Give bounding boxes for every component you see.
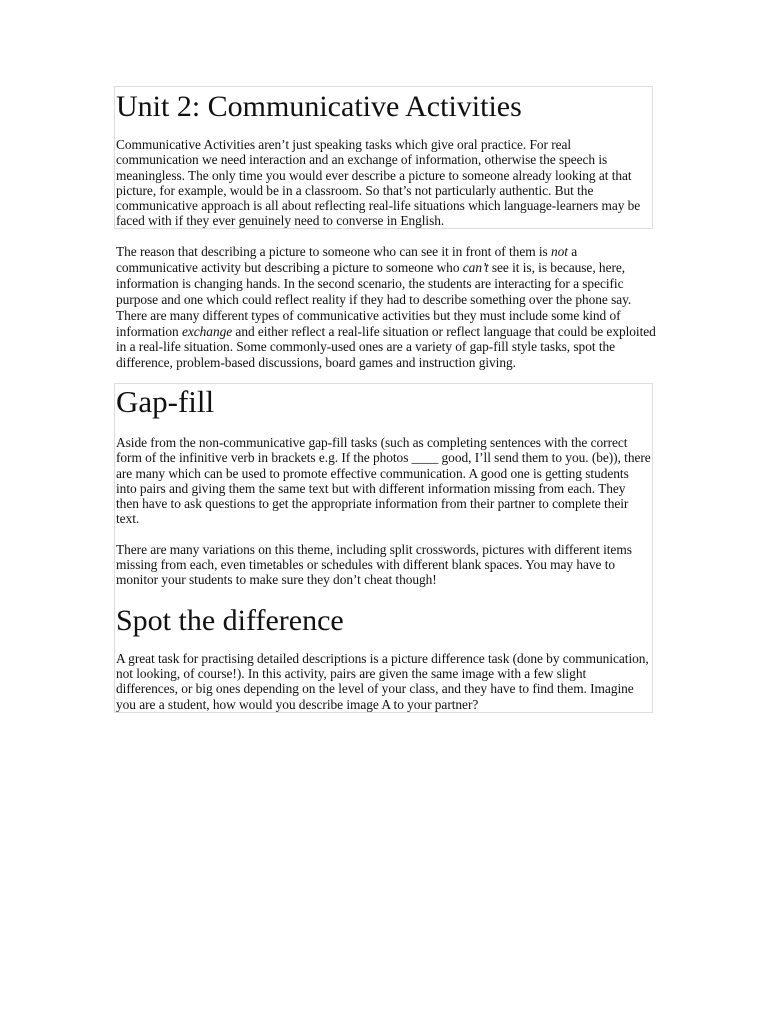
emphasis-cant: can’t (462, 259, 489, 275)
spot-difference-paragraph: A great task for practising detailed descriptions is a picture difference task (done by communication, not looking, of course!). In this activity, pairs are given the same image with a few slight differences, or big ones depending on the level of your class, and they have to find them. Imagine you are a student, how would you describe image A to your partner? (116, 650, 649, 712)
section-communicative-activities (114, 86, 653, 229)
intro-paragraph: Communicative Activities aren’t just speaking tasks which give oral practice. For real communication we need interaction and an exchange of information, otherwise the speech is meaningless. The only time you would ever describe a picture to someone already looking at that picture, for example, would be in a classroom. So that’s not particularly authentic. But the communicative approach is all about reflecting real-life situations which language-learners may be faced with if they ever genuinely need to converse in English. (116, 137, 641, 229)
gapfill-heading: Gap-fill (116, 384, 215, 419)
reason-text-1: The reason that describing a picture to someone who can see it in front of them is (116, 244, 552, 259)
page-title: Unit 2: Communicative Activities (116, 90, 522, 123)
reason-text-3: see it is, is because, here, information is changing hands. In the second scenario, the students are interacting for a specific purpose and one which could reflect reality if they had to describe something over the phone say. There are many different types of communicative activities but they must include some kind of information (116, 259, 632, 339)
reason-text-4: and either reflect a real-life situation or reflect language that could be exploited in a real-life situation. Some commonly-used ones are a variety of gap-fill style tasks, spot the difference, problem-based discussions, board games and instruction giving. (116, 323, 656, 371)
reason-paragraph (116, 244, 656, 371)
reason-text-2: a communicative activity but describing a picture to someone who (116, 244, 578, 275)
gapfill-paragraph-2: There are many variations on this theme, including split crosswords, pictures with different items missing from each, even timetables or schedules with different blank spaces. You may have to monitor your students to make sure they don’t cheat though! (116, 541, 632, 588)
section-gapfill-and-spot (114, 383, 653, 713)
emphasis-exchange: exchange (181, 323, 233, 339)
gapfill-paragraph-1: Aside from the non-communicative gap-fill tasks (such as completing sentences with the correct form of the infinitive verb in brackets e.g. If the photos ____ good, I’ll send them to you. (be)), there are many which can be used to promote effective communication. A good one is getting students into pairs and giving them the same text but with different information missing from each. They then have to ask questions to get the appropriate information from their partner to complete their text. (116, 435, 651, 527)
emphasis-not: not (551, 244, 568, 259)
spot-difference-heading: Spot the difference (116, 603, 344, 637)
